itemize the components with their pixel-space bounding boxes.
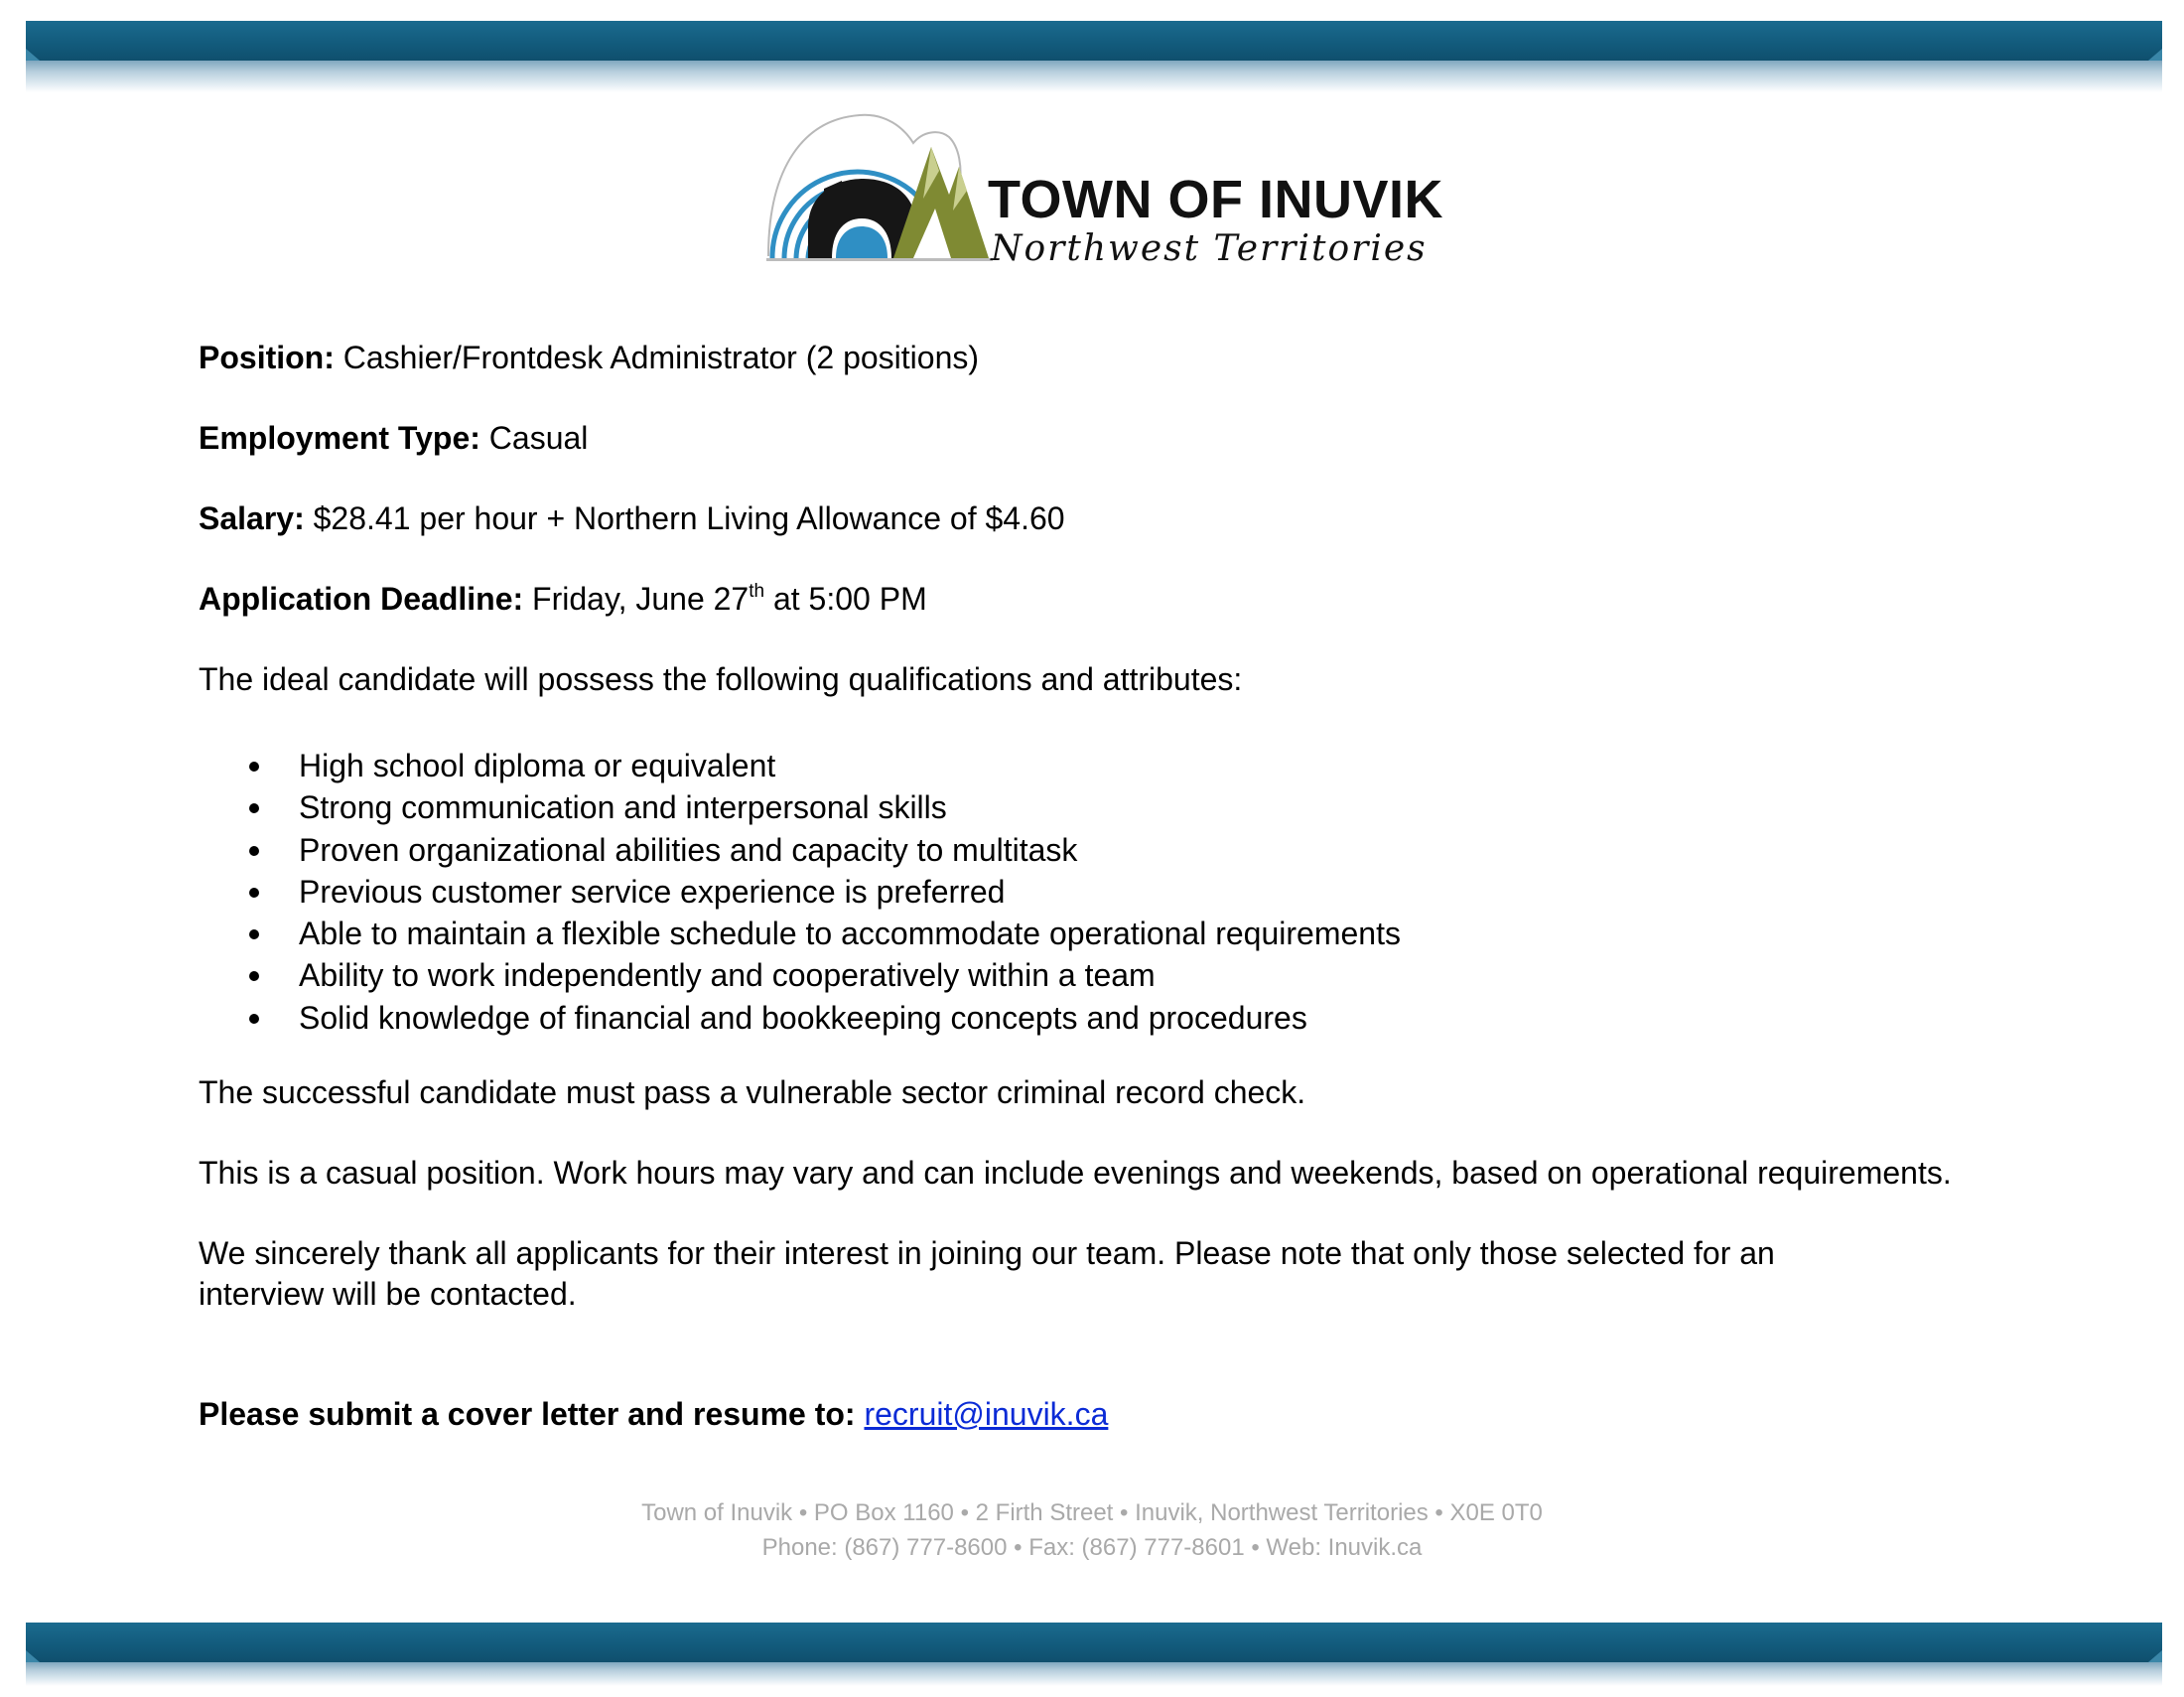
list-item: Solid knowledge of financial and bookkeeping concepts and procedures [199,997,1401,1039]
list-item: Ability to work independently and cooperatively within a team [199,954,1401,996]
salary-line [199,498,1065,538]
employment-type-value: Casual [479,420,589,456]
qualifications-list [199,745,1401,1039]
salary-label: Salary: [199,500,305,536]
recruit-email-link[interactable]: recruit@inuvik.ca [864,1396,1109,1432]
thanks-line-2: interview will be contacted. [199,1276,577,1312]
list-item: Previous customer service experience is preferred [199,871,1401,913]
thanks-line-1: We sincerely thank all applicants for their interest in joining our team. Please note that only those selected for an [199,1235,1775,1271]
header-band [26,21,2162,116]
footer-band [26,1623,2162,1686]
footer-contact: Phone: (867) 777-8600 • Fax: (867) 777-8601 • Web: Inuvik.ca [761,1534,1423,1561]
deadline-line [199,579,927,619]
footer-band-shade [26,1662,2162,1686]
footer [0,1497,2184,1564]
town-logo [764,107,1459,288]
logo-title: TOWN OF INUVIK [988,170,1443,229]
qualifications-intro: The ideal candidate will possess the following qualifications and attributes: [199,661,1243,697]
submit-line [199,1394,1108,1434]
list-item: Able to maintain a flexible schedule to accommodate operational requirements [199,913,1401,954]
record-check-note: The successful candidate must pass a vulnerable sector criminal record check. [199,1074,1306,1110]
deadline-value: Friday, June 27 [523,581,750,617]
list-item: Strong communication and interpersonal skills [199,786,1401,828]
town-logo-icon [764,107,993,288]
position-line [199,338,979,377]
position-value: Cashier/Frontdesk Administrator (2 positions) [334,340,980,375]
salary-value: $28.41 per hour + Northern Living Allowance of $4.60 [304,500,1065,536]
employment-type-line [199,418,588,458]
position-label: Position: [199,340,335,375]
list-item: Proven organizational abilities and capacity to multitask [199,829,1401,871]
header-band-bar [26,21,2162,61]
work-hours-note: This is a casual position. Work hours may vary and can include evenings and weekends, based on operational requirements. [199,1155,1952,1191]
deadline-suffix: th [749,581,765,602]
employment-type-label: Employment Type: [199,420,480,456]
logo-subtitle: Northwest Territories [991,228,1428,269]
footer-band-bar [26,1623,2162,1662]
submit-label: Please submit a cover letter and resume to: [199,1396,856,1432]
deadline-label: Application Deadline: [199,581,524,617]
footer-address: Town of Inuvik • PO Box 1160 • 2 Firth Street • Inuvik, Northwest Territories • X0E 0T0 [641,1499,1543,1526]
header-band-shade [26,61,2162,92]
deadline-time: at 5:00 PM [764,581,927,617]
list-item: High school diploma or equivalent [199,745,1401,786]
